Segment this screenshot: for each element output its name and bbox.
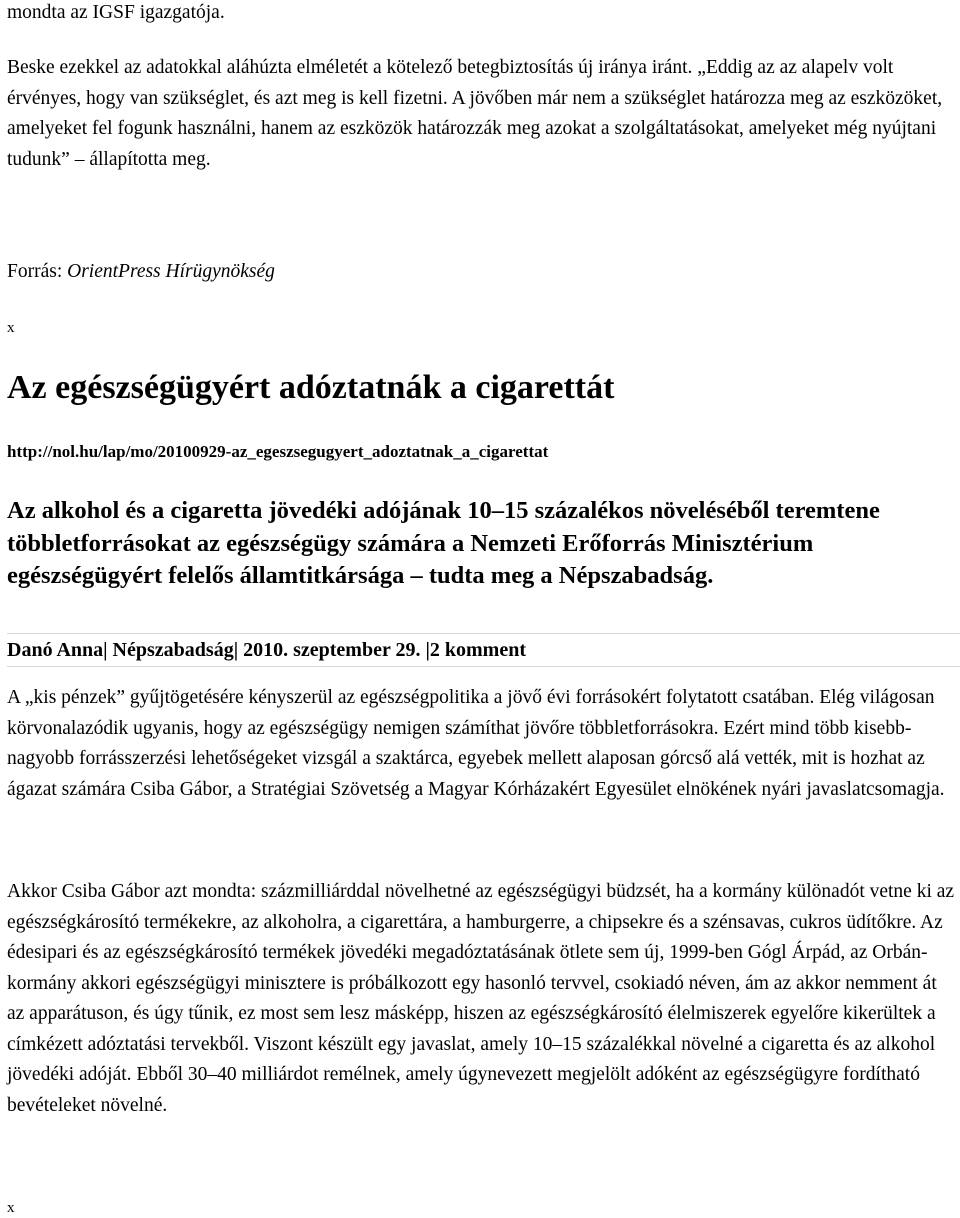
source-name: OrientPress Hírügynökség (67, 261, 275, 282)
article-paragraph-1: A „kis pénzek” gyűjtögetésére kényszerül az egészségpolitika a jövő évi forrásokért folytatott csatában. Elég világosan körvonalazódik ugyanis, hogy az egészségügy nemigen számíthat jövőre többletforrásokra. Ezért mind több kisebb-nagyobb forrásszerzési lehetőségeket vizsgál a szaktárca, egyebek mellett alaposan górcső alá vették, mit is hozhat az ágazat számára Csiba Gábor, a Stratégiai Szövetség a Magyar Kórházakért Egyesület elnökének nyári javaslatcsomagja. (7, 687, 945, 800)
byline-bottom-rule (7, 666, 960, 667)
previous-article-fragment: mondta az IGSF igazgatója. (7, 2, 225, 23)
article-lead: Az alkohol és a cigaretta jövedéki adójának 10–15 százalékos növeléséből teremtene többletforrásokat az egészségügy számára a Nemzeti Erőforrás Minisztérium egészségügyért felelős államtitkársága – tudta meg a Népszabadság. (7, 497, 880, 589)
article-paragraph-2: Akkor Csiba Gábor azt mondta: százmilliárddal növelhetné az egészségügyi büdzsét, ha a kormány különadót vetne ki az egészségkárosító termékekre, az alkoholra, a cigarettára, a hamburgerre, a chipsekre és a szénsavas, cukros üdítőkre. Az édesipari és az egészségkárosító termékek jövedéki megadóztatásának ötlete sem új, 1999-ben Gógl Árpád, az Orbán-kormány akkori egészségügyi minisztere is próbálkozott egy hasonló tervvel, csokiadó néven, ám az akkor nemment át az apparátuson, és úgy tűnik, ez most sem lesz másképp, hiszen az egészségkárosító élelmiszerek egyelőre kikerültek a címkézett adóztatási tervekből. Viszont készült egy javaslat, amely 10–15 százalékkal növelné a cigaretta és az alkohol jövedéki adóját. Ebből 30–40 milliárdot remélnek, amely úgynevezett megjelölt adóként az egészségügyre fordítható bevételeket növelné. (7, 881, 955, 1116)
closing-separator-mark: x (7, 1200, 15, 1216)
article-byline: Danó Anna| Népszabadság| 2010. szeptember 29. |2 komment (7, 639, 526, 661)
source-line (7, 257, 275, 287)
article-title: Az egészségügyért adóztatnák a cigarettát (7, 369, 615, 406)
source-label: Forrás: (7, 261, 68, 282)
intro-paragraph: Beske ezekkel az adatokkal aláhúzta elméletét a kötelező betegbiztosítás új iránya iránt. „Eddig az az alapelv volt érvényes, hogy van szükséglet, és azt meg is kell fizetni. A jövőben már nem a szükséglet határozza meg az eszközöket, amelyeket fel fogunk használni, hanem az eszközök határozzák meg azokat a szolgáltatásokat, amelyeket még nyújtani tudunk” – állapította meg. (7, 57, 943, 170)
article-url: http://nol.hu/lap/mo/20100929-az_egeszsegugyert_adoztatnak_a_cigarettat (7, 442, 549, 461)
separator-mark: x (7, 320, 15, 336)
byline-top-rule (7, 633, 960, 634)
